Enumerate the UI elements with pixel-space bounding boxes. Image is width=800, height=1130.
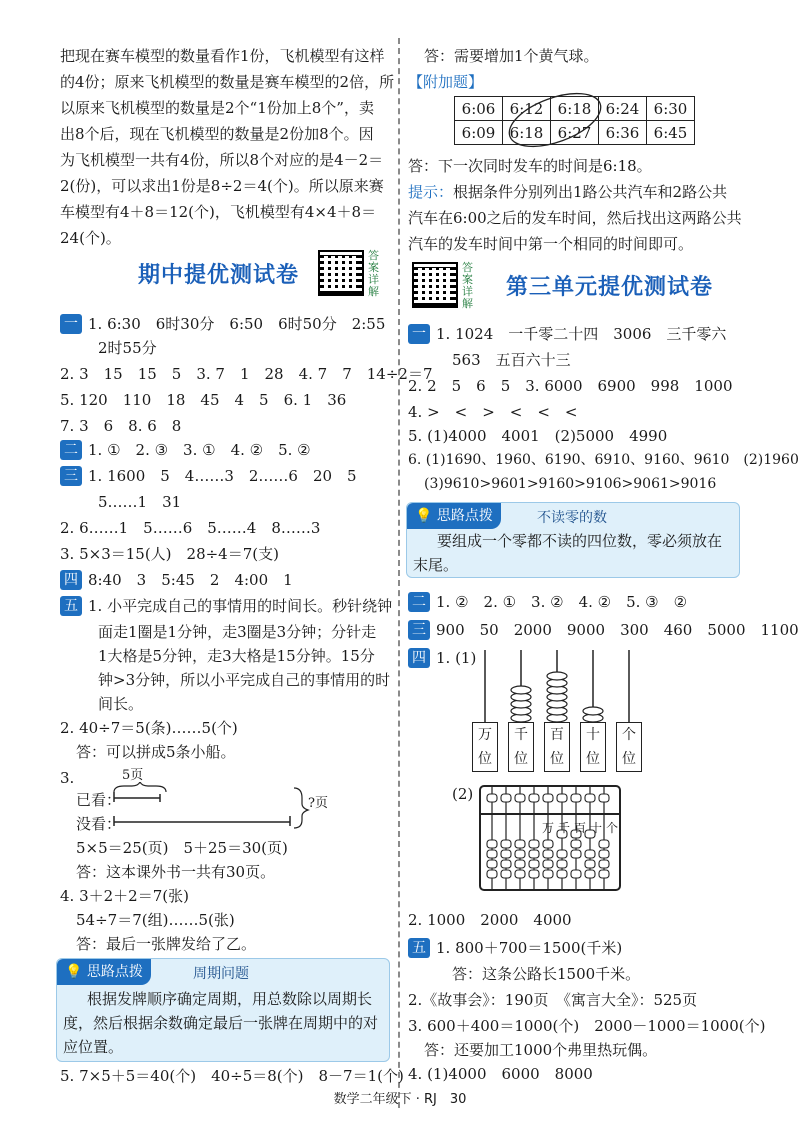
hint-line: 汽车在6:00之后的发车时间，然后找出这两路公共 <box>408 209 742 227</box>
section-5-line: 间长。 <box>98 695 144 713</box>
table-cell: 6:18 <box>503 121 551 145</box>
place-label: 百位 <box>544 722 570 772</box>
unit-section-1-line: (3)9610>9601>9160>9106>9061>9016 <box>424 476 717 492</box>
unit-section-1-line: 4. > < > < < < <box>408 403 578 421</box>
abacus-rods <box>460 650 700 730</box>
section-badge: 一 <box>408 324 430 344</box>
tip-text: 根据发牌顺序确定周期，用总数除以周期长 <box>87 990 373 1008</box>
qr-label: 答案详解 <box>368 249 379 298</box>
abacus-place-labels: 万千百十个 <box>542 821 623 835</box>
bonus-label: 【附加题】 <box>408 73 484 91</box>
table-cell: 6:30 <box>647 97 695 121</box>
intro-line: 出8个后，现在飞机模型的数量是2份加8个。因 <box>60 125 374 143</box>
table-cell: 6:27 <box>551 121 599 145</box>
intro-line: 24(个)。 <box>60 229 121 247</box>
section-badge: 二 <box>408 592 430 612</box>
section-badge: 五 <box>408 938 430 958</box>
intro-line: 车模型有4＋8＝12(个)，飞机模型有4×4＋8＝ <box>60 203 377 221</box>
table-cell: 6:45 <box>647 121 695 145</box>
intro-line: 的4份；原来飞机模型的数量是赛车模型的2倍，所 <box>60 73 395 91</box>
section-3-line: 3. 5×3＝15(人) 28÷4＝7(支) <box>60 545 279 563</box>
table-cell: 6:24 <box>599 97 647 121</box>
section-5-line: 答：可以拼成5条小船。 <box>76 743 236 761</box>
place-label: 个位 <box>616 722 642 772</box>
tip-text: 度，然后根据余数确定最后一张牌在周期中的对 <box>63 1014 379 1032</box>
section-1-line: 2. 3 15 15 5 3. 7 1 28 4. 7 7 14÷2＝7 <box>60 365 433 383</box>
section-badge: 四 <box>60 570 82 590</box>
table-cell: 6:09 <box>455 121 503 145</box>
section-badge: 三 <box>408 620 430 640</box>
unit-section-1-line: 2. 2 5 6 5 3. 6000 6900 998 1000 <box>408 377 733 395</box>
lightbulb-icon: 💡 <box>415 508 433 524</box>
section-badge: 三 <box>60 466 82 486</box>
section-5-line: 钟>3分钟，所以小平完成自己的事情用的时 <box>98 671 391 689</box>
section-5-line: 5. 7×5＋5＝40(个) 40÷5＝8(个) 8－7＝1(个) <box>60 1067 404 1085</box>
qr-code-icon[interactable] <box>412 262 458 308</box>
unit-section-5-line: 五 1. 800＋700＝1500(千米) <box>408 938 622 958</box>
unit-section-4-line: (2) <box>452 785 474 803</box>
place-label: 万位 <box>472 722 498 772</box>
diagram-total-label: ?页 <box>308 796 328 811</box>
tip-topic: 不读零的数 <box>537 510 607 526</box>
section-1-line: 7. 3 6 8. 6 8 <box>60 417 182 435</box>
section-badge: 一 <box>60 314 82 334</box>
unit-section-1-line: 一 1. 1024 一千零二十四 3006 三千零六 <box>408 324 726 344</box>
table-cell: 6:06 <box>455 97 503 121</box>
unit-section-5-line: 3. 600＋400＝1000(个) 2000－1000＝1000(个) <box>408 1017 766 1035</box>
unit-section-1-line: 563 五百六十三 <box>452 351 571 369</box>
section-5-line: 1大格是5分钟，走3大格是15分钟。15分 <box>98 647 375 665</box>
line-segment-diagram <box>110 782 320 832</box>
intro-line: 以原来飞机模型的数量是2个“1份加上8个”，卖 <box>60 99 374 117</box>
lightbulb-icon: 💡 <box>65 964 83 980</box>
section-5-line: 2. 40÷7＝5(条)……5(个) <box>60 719 238 737</box>
table-cell: 6:12 <box>503 97 551 121</box>
section-5-line: 答：这本课外书一共有30页。 <box>76 863 276 881</box>
unit-section-5-line: 答：还要加工1000个弗里热玩偶。 <box>424 1041 658 1059</box>
diagram-unread-label: 没看： <box>76 815 122 833</box>
unit-section-3-line: 三 900 50 2000 9000 300 460 5000 1100 <box>408 620 799 640</box>
section-5-line: 5×5＝25(页) 5＋25＝30(页) <box>76 839 288 857</box>
place-label: 千位 <box>508 722 534 772</box>
section-1-line: 2时55分 <box>98 339 157 357</box>
section-badge: 二 <box>60 440 82 460</box>
section-badge: 四 <box>408 648 430 668</box>
page-footer: 数学二年级下 · RJ 30 <box>333 1092 467 1107</box>
unit-section-4-line: 四 1. (1) <box>408 648 476 668</box>
circled-answer-mark <box>500 92 610 152</box>
intro-line: 为飞机模型一共有4份，所以8个对应的是4－2＝ <box>60 151 384 169</box>
section-badge: 五 <box>60 596 82 616</box>
tip-text: 末尾。 <box>413 556 459 574</box>
section-2-line: 二 1. ① 2. ③ 3. ① 4. ② 5. ② <box>60 440 311 460</box>
unit-section-1-line: 6. (1)1690、1960、6190、6910、9160、9610 (2)1960 <box>408 452 799 468</box>
diagram-read-label: 已看： <box>76 791 122 809</box>
answer-line: 答：下一次同时发车的时间是6:18。 <box>408 157 652 175</box>
tip-text: 要组成一个零都不读的四位数，零必须放在 <box>437 532 723 550</box>
section-4-line: 四 8:40 3 5:45 2 4:00 1 <box>60 570 293 590</box>
diagram-pages-label: 5页 <box>122 768 144 783</box>
unit-section-5-line: 4. (1)4000 6000 8000 <box>408 1065 593 1083</box>
tip-box <box>56 958 390 1062</box>
place-label: 十位 <box>580 722 606 772</box>
qr-code-icon[interactable] <box>318 250 364 296</box>
unit-title: 第三单元提优测试卷 <box>506 275 714 300</box>
bead-abacus <box>478 784 628 894</box>
tip-topic: 周期问题 <box>193 966 249 982</box>
section-5-line: 面走1圈是1分钟，走3圈是3分钟；分针走 <box>98 623 377 641</box>
section-5-line: 答：最后一张牌发给了乙。 <box>76 935 257 953</box>
exam-title: 期中提优测试卷 <box>138 263 300 288</box>
intro-line: 把现在赛车模型的数量看作1份，飞机模型有这样 <box>60 47 385 65</box>
section-5-line: 3. <box>60 769 75 787</box>
tip-box <box>406 502 740 578</box>
section-3-line: 2. 6……1 5……6 5……4 8……3 <box>60 519 321 537</box>
section-3-line: 5……1 31 <box>98 493 182 511</box>
section-1-line: 一 1. 6:30 6时30分 6:50 6时50分 2:55 <box>60 314 385 334</box>
section-5-line: 54÷7＝7(组)……5(张) <box>76 911 235 929</box>
hint-line: 提示：根据条件分别列出1路公共汽车和2路公共 <box>408 183 728 201</box>
section-1-line: 5. 120 110 18 45 4 5 6. 1 36 <box>60 391 347 409</box>
column-divider <box>398 38 400 1108</box>
section-5-line: 4. 3＋2＋2＝7(张) <box>60 887 189 905</box>
unit-section-5-line: 2.《故事会》：190页 《寓言大全》：525页 <box>408 991 698 1009</box>
qr-label: 答案详解 <box>462 261 473 310</box>
section-5-line: 五 1. 小平完成自己的事情用的时间长。秒针绕钟 <box>60 596 392 616</box>
tip-header: 💡 思路点拨 <box>407 503 501 529</box>
unit-section-1-line: 5. (1)4000 4001 (2)5000 4990 <box>408 427 668 445</box>
hint-line: 汽车的发车时间中第一个相同的时间即可。 <box>408 235 694 253</box>
section-3-line: 三 1. 1600 5 4……3 2……6 20 5 <box>60 466 357 486</box>
table-cell: 6:18 <box>551 97 599 121</box>
unit-section-2-line: 二 1. ② 2. ① 3. ② 4. ② 5. ③ ② <box>408 592 687 612</box>
intro-line: 2(份)，可以求出1份是8÷2＝4(个)。所以原来赛 <box>60 177 384 195</box>
unit-section-5-line: 答：这条公路长1500千米。 <box>452 965 641 983</box>
answer-line: 答：需要增加1个黄气球。 <box>424 47 599 65</box>
table-cell: 6:36 <box>599 121 647 145</box>
unit-section-4-line: 2. 1000 2000 4000 <box>408 911 572 929</box>
tip-text: 应位置。 <box>63 1038 124 1056</box>
tip-header: 💡 思路点拨 <box>57 959 151 985</box>
